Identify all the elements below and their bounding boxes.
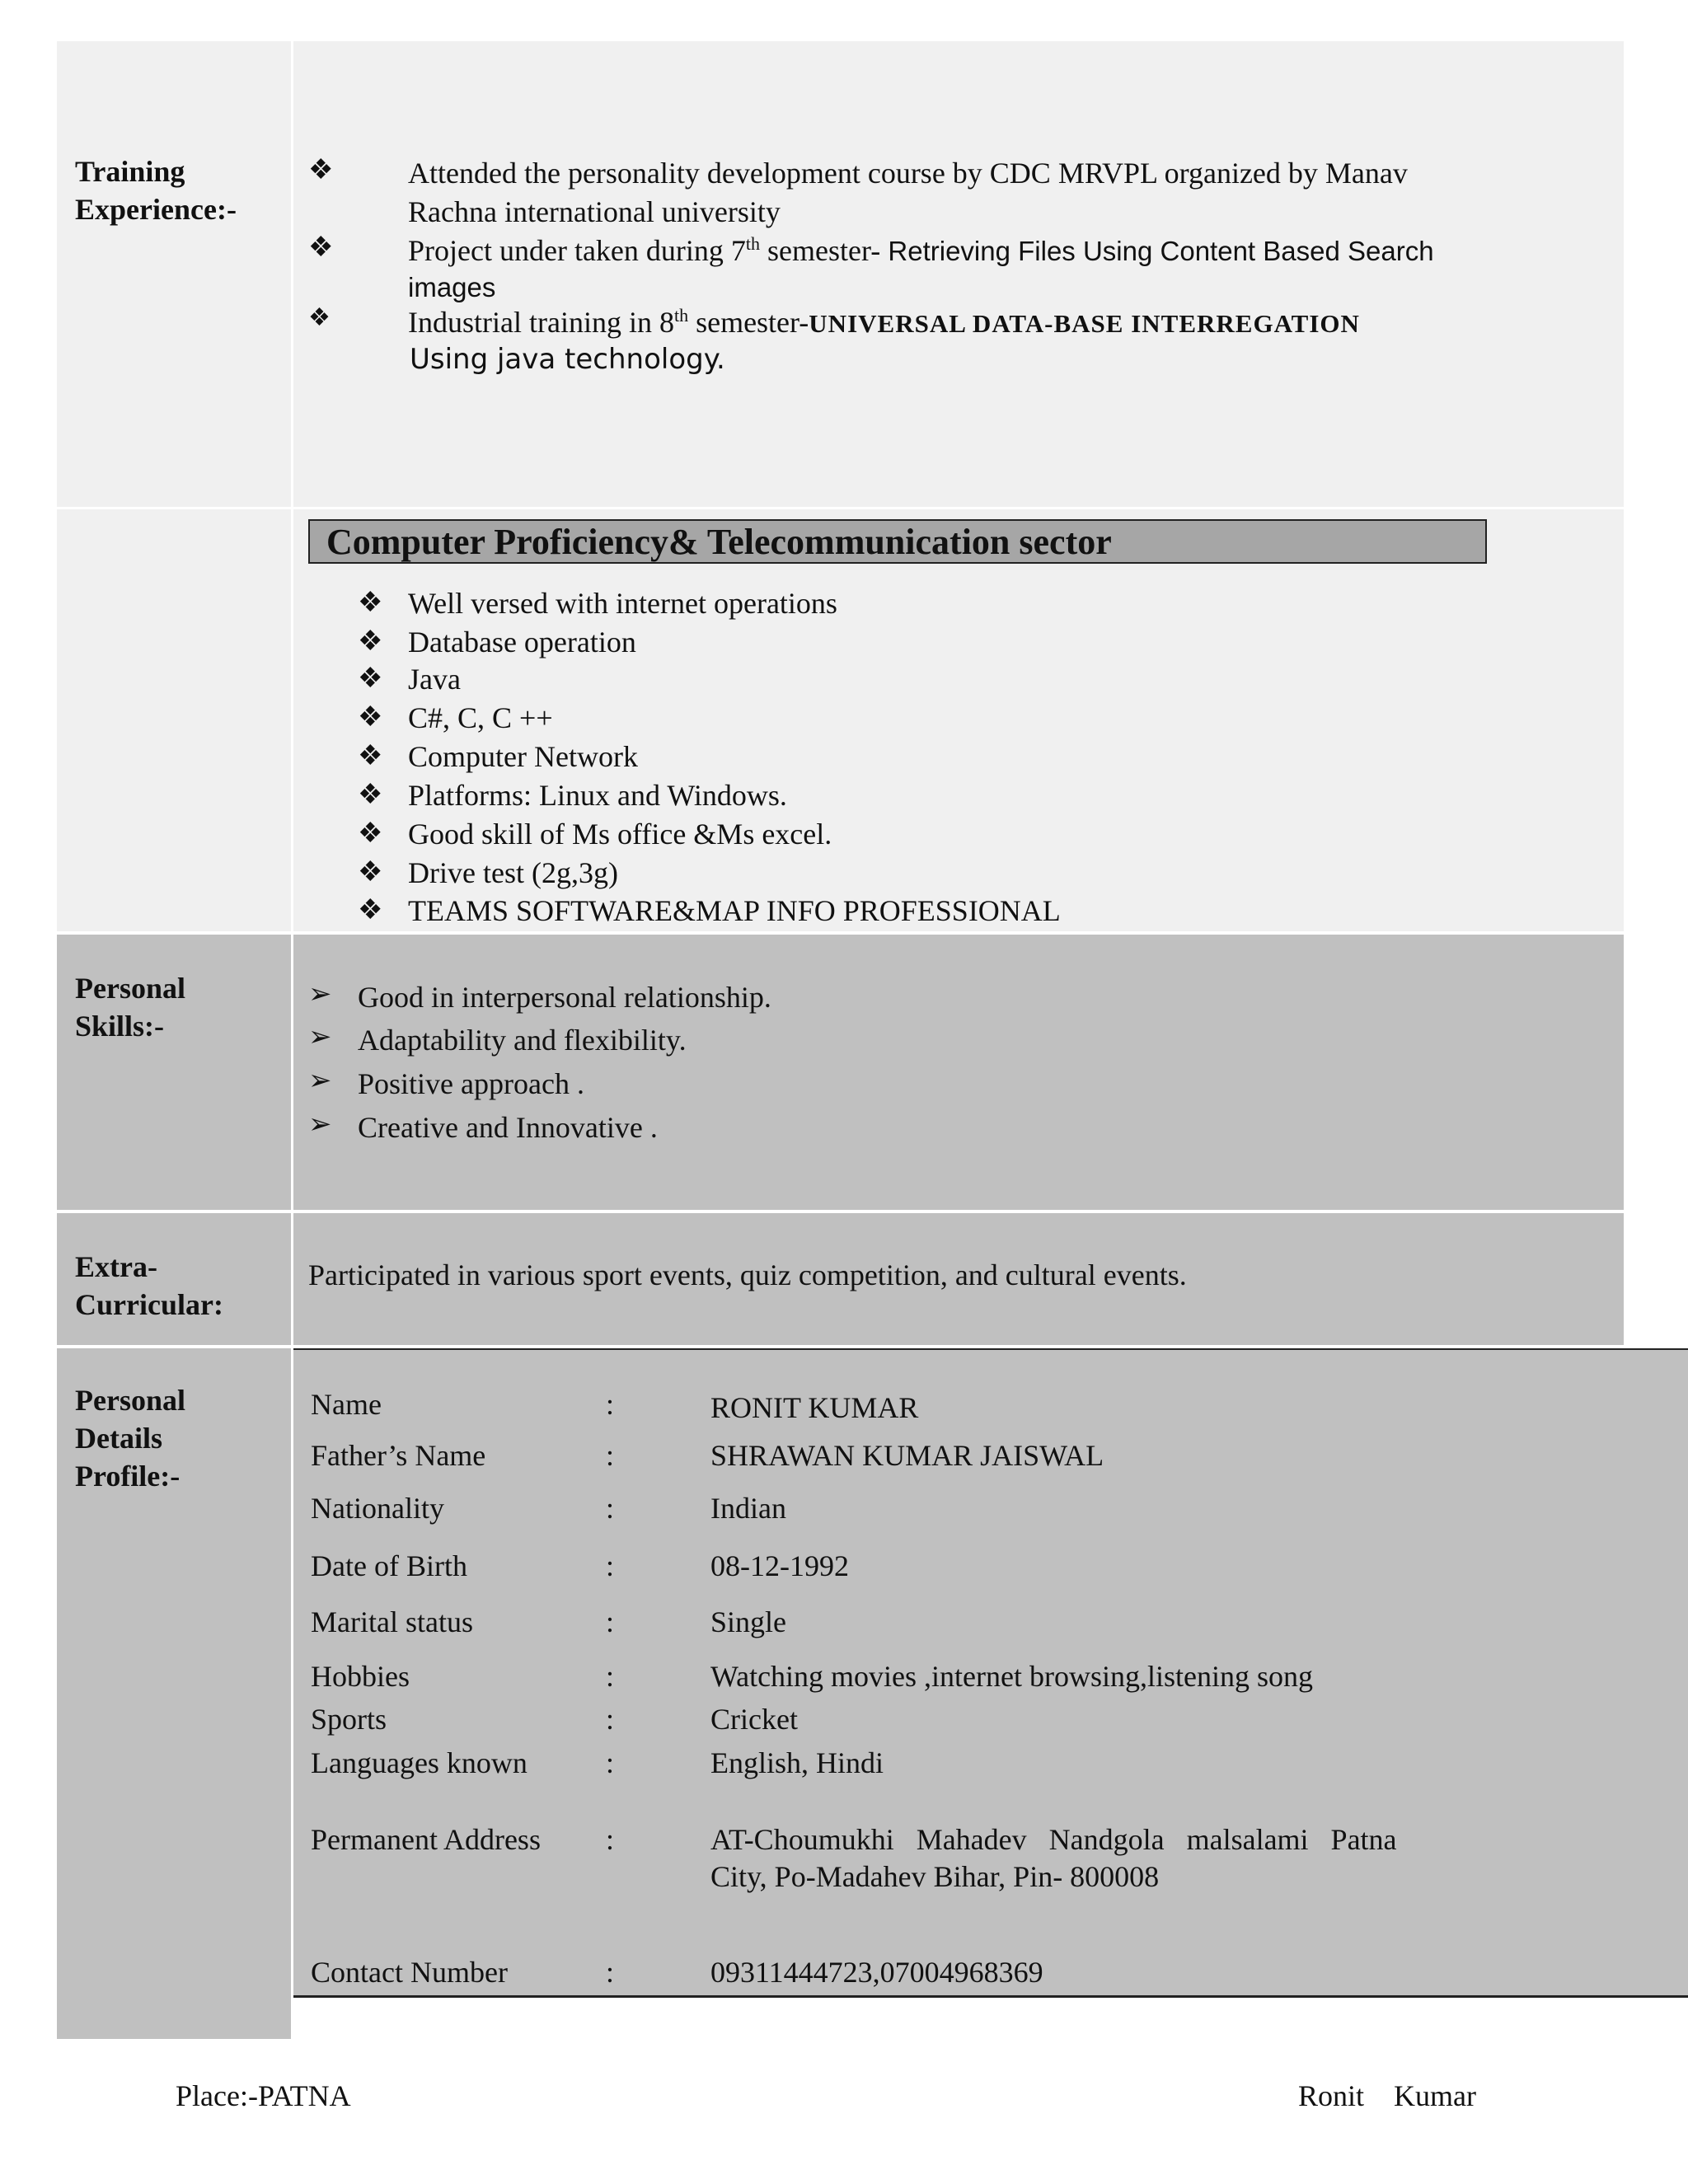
proficiency-section	[57, 509, 1624, 931]
personal-skill-item: Adaptability and flexibility.	[358, 1024, 687, 1057]
detail-label-languages: Languages known	[311, 1746, 528, 1779]
training-bullet-3: ❖	[308, 304, 331, 331]
detail-value-hobbies: Watching movies ,internet browsing,listening song	[710, 1660, 1314, 1693]
training-item-2-line1: Project under taken during 7th semester- Retrieving Files Using Content Based Search	[408, 233, 1434, 267]
training-label: Training Experience:-	[75, 155, 237, 226]
personal-skill-bullet: ➢	[308, 1066, 332, 1096]
training-item-2-line2: images	[408, 272, 496, 302]
personal-skills-section	[57, 935, 1624, 1210]
training-item-1-line2: Rachna international university	[408, 195, 781, 228]
detail-value-marital: Single	[710, 1605, 787, 1638]
detail-colon: :	[606, 1703, 615, 1736]
detail-colon: :	[606, 1746, 615, 1779]
personal-skill-bullet: ➢	[308, 979, 332, 1010]
detail-value-father: SHRAWAN KUMAR JAISWAL	[710, 1439, 1104, 1472]
detail-label-sports: Sports	[311, 1703, 387, 1736]
training-bullet-1: ❖	[308, 155, 334, 185]
personal-skill-bullet: ➢	[308, 1109, 332, 1140]
proficiency-item: C#, C, C ++	[408, 701, 553, 734]
detail-value-sports: Cricket	[710, 1703, 798, 1736]
proficiency-bullet: ❖	[358, 588, 383, 618]
personal-skill-bullet: ➢	[308, 1022, 332, 1052]
detail-value-address-line1: AT-Choumukhi Mahadev Nandgola malsalami Patna	[710, 1823, 1397, 1856]
proficiency-bullet: ❖	[358, 741, 383, 771]
detail-colon: :	[606, 1956, 615, 1989]
training-item-1-line1: Attended the personality development course by CDC MRVPL organized by Manav	[408, 157, 1408, 190]
detail-label-hobbies: Hobbies	[311, 1660, 410, 1693]
detail-label-nationality: Nationality	[311, 1492, 444, 1525]
extra-curricular-label: Extra-Curricular:	[75, 1250, 223, 1321]
proficiency-item: TEAMS SOFTWARE&MAP INFO PROFESSIONAL	[408, 894, 1061, 927]
extra-curricular-text: Participated in various sport events, quiz competition, and cultural events.	[308, 1258, 1187, 1291]
proficiency-heading-box	[308, 519, 1487, 564]
proficiency-item: Good skill of Ms office &Ms excel.	[408, 818, 832, 851]
proficiency-bullet: ❖	[358, 818, 383, 849]
detail-colon: :	[606, 1549, 615, 1582]
personal-skills-label-cell	[57, 935, 291, 1210]
proficiency-item: Database operation	[408, 626, 636, 658]
detail-value-name: RONIT KUMAR	[710, 1391, 919, 1424]
training-section	[57, 41, 1624, 507]
proficiency-item: Computer Network	[408, 740, 638, 773]
detail-colon: :	[606, 1388, 615, 1421]
detail-value-nationality: Indian	[710, 1492, 786, 1525]
training-bullet-2: ❖	[308, 232, 334, 263]
training-item-3-line1: Industrial training in 8th semester-UNIVERSAL DATA-BASE INTERREGATION	[408, 305, 1360, 339]
detail-colon: :	[606, 1660, 615, 1693]
footer-place: Place:-PATNA	[176, 2079, 351, 2112]
detail-label-marital: Marital status	[311, 1605, 473, 1638]
detail-value-contact: 09311444723,07004968369	[710, 1956, 1043, 1989]
proficiency-bullet: ❖	[358, 702, 383, 733]
proficiency-bullet: ❖	[358, 857, 383, 888]
detail-colon: :	[606, 1492, 615, 1525]
proficiency-item: Drive test (2g,3g)	[408, 856, 618, 889]
personal-skills-label: Personal Skills:-	[75, 972, 185, 1043]
detail-label-father: Father’s Name	[311, 1439, 486, 1472]
proficiency-item: Platforms: Linux and Windows.	[408, 779, 787, 812]
detail-value-languages: English, Hindi	[710, 1746, 884, 1779]
extra-curricular-label-cell	[57, 1213, 291, 1345]
footer-signature-name: Ronit Kumar	[1298, 2079, 1476, 2112]
detail-value-dob: 08-12-1992	[710, 1549, 849, 1582]
personal-skill-item: Creative and Innovative .	[358, 1111, 658, 1144]
detail-colon: :	[606, 1823, 615, 1856]
personal-details-label: Personal Details Profile:-	[75, 1384, 185, 1493]
proficiency-label-cell	[57, 509, 291, 931]
proficiency-bullet: ❖	[358, 663, 383, 694]
detail-value-address-line2: City, Po-Madahev Bihar, Pin- 800008	[710, 1860, 1160, 1893]
proficiency-heading: Computer Proficiency& Telecommunication sector	[326, 522, 1112, 562]
proficiency-bullet: ❖	[358, 895, 383, 926]
proficiency-bullet: ❖	[358, 780, 383, 810]
proficiency-bullet: ❖	[358, 626, 383, 657]
detail-label-name: Name	[311, 1388, 382, 1421]
personal-details-label-cell	[57, 1348, 291, 2039]
training-item-3-line2: Using java technology.	[410, 343, 725, 376]
detail-colon: :	[606, 1605, 615, 1638]
proficiency-item: Java	[408, 663, 461, 696]
personal-skill-item: Good in interpersonal relationship.	[358, 981, 771, 1014]
detail-label-dob: Date of Birth	[311, 1549, 467, 1582]
detail-label-contact: Contact Number	[311, 1956, 508, 1989]
proficiency-item: Well versed with internet operations	[408, 587, 837, 620]
detail-colon: :	[606, 1439, 615, 1472]
training-label-cell	[57, 41, 291, 507]
personal-skill-item: Positive approach .	[358, 1067, 584, 1100]
detail-label-address: Permanent Address	[311, 1823, 541, 1856]
